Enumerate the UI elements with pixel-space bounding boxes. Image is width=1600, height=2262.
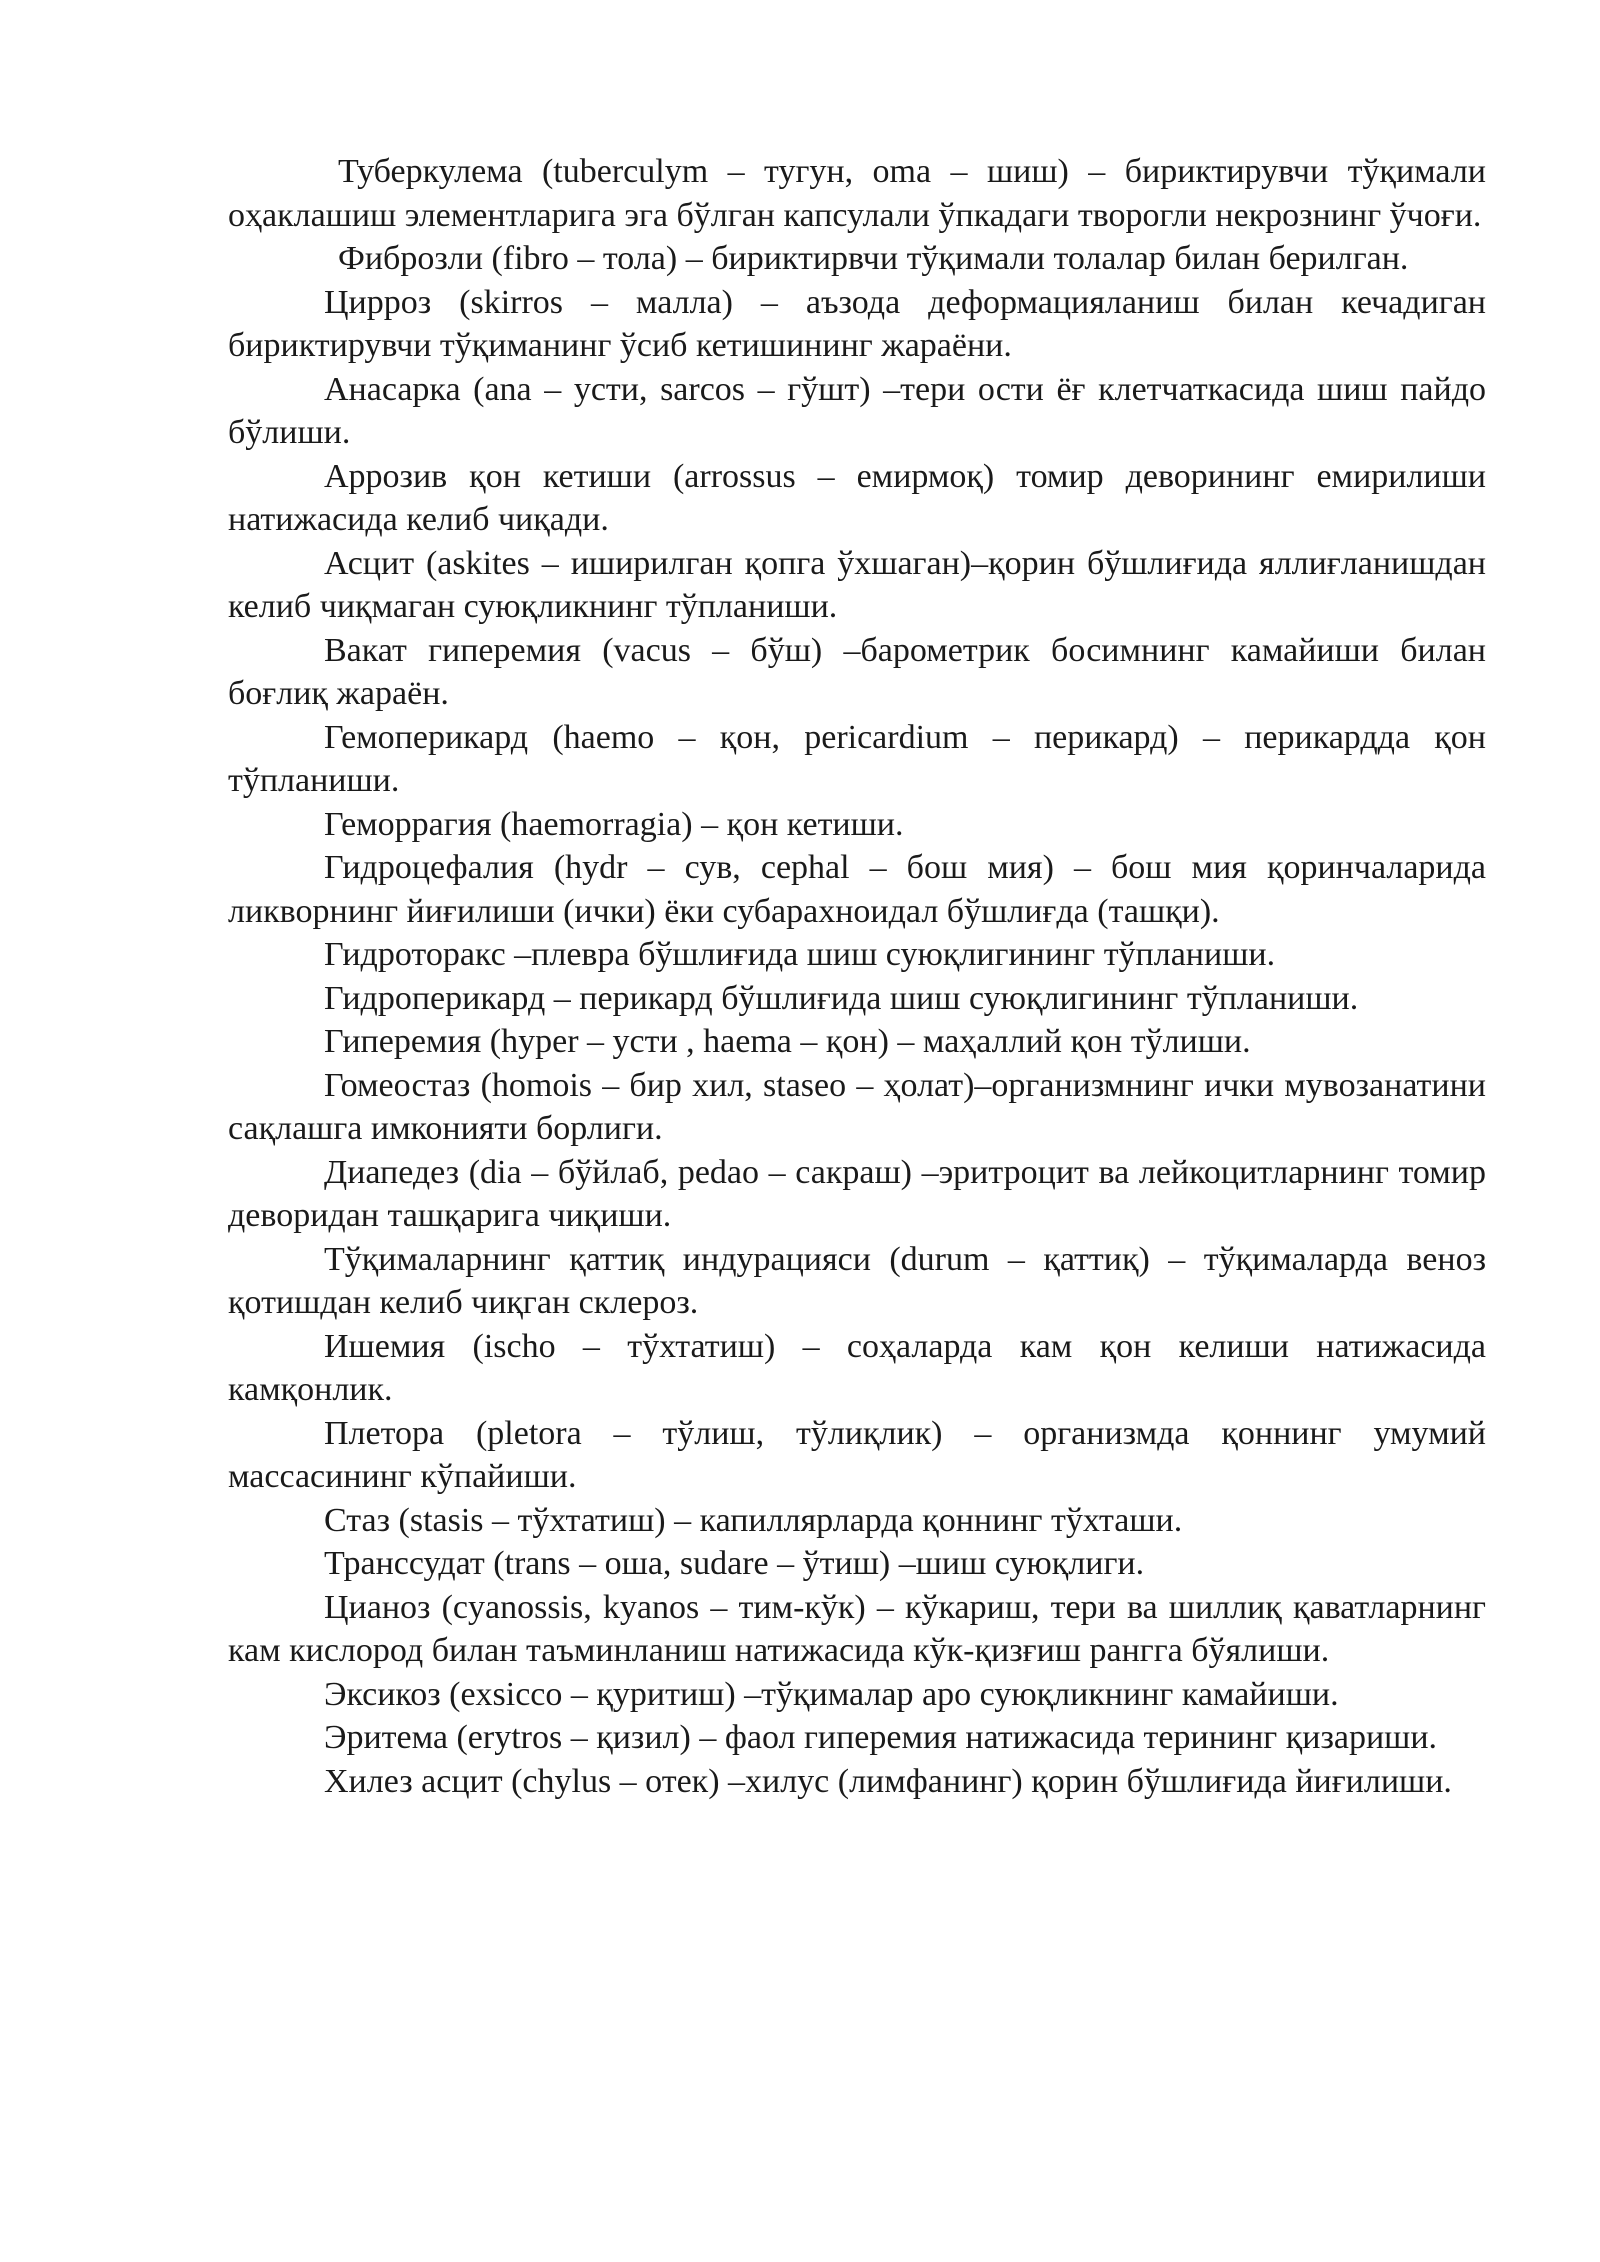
glossary-entry-gidrotsefaliya: Гидроцефалия (hydr – сув, cephal – бош мия) – бош мия қоринчаларида ликворнинг йиғилиши (ички) ёки субарахноидал бўшлиғда (ташқи).: [228, 849, 1486, 930]
glossary-entry-pletora: Плетора (pletora – тўлиш, тўлиқлик) – организмда қоннинг умумий массасининг кўпайиши.: [228, 1414, 1486, 1495]
glossary-entry-ishemiya: Ишемия (ischo – тўхтатиш) – соҳаларда кам қон келиши натижасида камқонлик.: [228, 1327, 1486, 1408]
glossary-entry-diapedez: Диапедез (dia – бўйлаб, pedao – сакраш) –эритроцит ва лейкоцитларнинг томир деворидан ташқарига чиқиши.: [228, 1153, 1486, 1234]
glossary-entry-gemoperikard: Гемоперикард (haemo – қон, pericardium – перикард) – перикардда қон тўпланиши.: [228, 718, 1486, 799]
glossary-entry-tsirroz: Цирроз (skirros – малла) – аъзода деформацияланиш билан кечадиган бириктирувчи тўқиманинг ўсиб кетишининг жараёни.: [228, 283, 1486, 364]
glossary-entry-tuberkulema: Туберкулема (tuberculym – тугун, oma – шиш) – бириктирувчи тўқимали оҳаклашиш элементларига эга бўлган капсулали ўпкадаги творогли некрознинг ўчоғи.: [228, 153, 1486, 234]
glossary-entry-gidroperikard: Гидроперикард – перикард бўшлиғида шиш суюқлигининг тўпланиши.: [324, 979, 1359, 1017]
glossary-entry-arroziv: Аррозив қон кетиши (arrossus – емирмоқ) томир деворининг емирилиши натижасида келиб чиқади.: [228, 457, 1486, 538]
glossary-entry-gidrotoraks: Гидроторакс –плевра бўшлиғида шиш суюқлигининг тўпланиши.: [324, 936, 1276, 973]
glossary-entry-astsit: Асцит (askites – иширилган қопга ўхшаган)–қорин бўшлиғида яллиғланишдан келиб чиқмаган суюқликнинг тўпланиши.: [228, 544, 1486, 625]
glossary-entry-eksikoz: Эксикоз (exsicco – қуритиш) –тўқималар аро суюқликнинг камайиши.: [324, 1675, 1339, 1713]
glossary-entry-tsianoz: Цианоз (cyanossis, kyanos – тим-кўк) – кўкариш, тери ва шиллиқ қаватларнинг кам кислород билан таъминланиш натижасида кўк-қизғиш рангга бўялиши.: [228, 1588, 1486, 1669]
glossary-entry-eritema: Эритема (erytros – қизил) – фаол гиперемия натижасида терининг қизариши.: [324, 1719, 1438, 1756]
glossary-entry-anasarka: Анасарка (ana – усти, sarcos – гўшт) –тери ости ёғ клетчаткасида шиш пайдо бўлиши.: [228, 370, 1486, 451]
glossary-entry-vakat-giperemiya: Вакат гиперемия (vacus – бўш) –барометрик босимнинг камайиши билан боғлиқ жараён.: [228, 631, 1486, 712]
glossary-entry-giperemiya: Гиперемия (hyper – усти , haema – қон) – маҳаллий қон тўлиши.: [324, 1023, 1251, 1060]
glossary-entry-gemorragiya: Геморрагия (haemorragia) – қон кетиши.: [324, 805, 904, 843]
glossary-entry-gomeostaz: Гомеостаз (homois – бир хил, staseo – ҳолат)–организмнинг ички мувозанатини сақлашга имконияти борлиги.: [228, 1066, 1486, 1147]
glossary-entry-induratsiya: Тўқималарнинг қаттиқ индурацияси (durum – қаттиқ) – тўқималарда веноз қотишдан келиб чиқган склероз.: [228, 1240, 1486, 1321]
glossary-entry-transsudat: Транссудат (trans – оша, sudare – ўтиш) –шиш суюқлиги.: [324, 1545, 1145, 1582]
glossary-entry-staz: Стаз (stasis – тўхтатиш) – капиллярларда қоннинг тўхташи.: [324, 1501, 1183, 1539]
glossary-entry-khilez-astsit: Хилез асцит (chylus – отек) –хилус (лимфанинг) қорин бўшлиғида йиғилиши.: [324, 1762, 1452, 1800]
document-page: [228, 150, 1486, 1803]
glossary-entry-fibrozli: Фиброзли (fibro – тола) – бириктирвчи тўқимали толалар билан берилган.: [338, 240, 1409, 277]
